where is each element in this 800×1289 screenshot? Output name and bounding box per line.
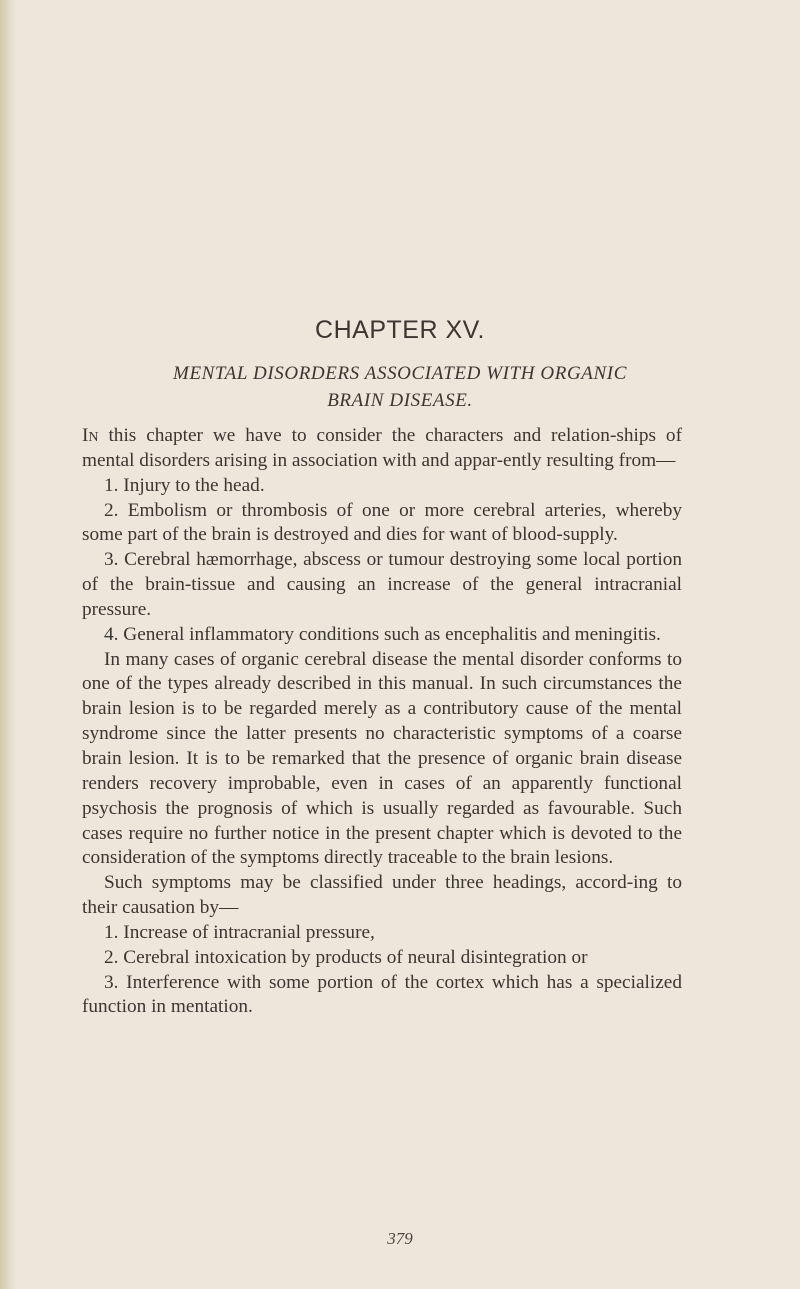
list-item: 3. Cerebral hæmorrhage, abscess or tumour destroying some local portion of the brain-tissue and causing an increase of the general intracranial pressure. [82, 549, 682, 620]
page-spine-shadow [0, 0, 16, 1289]
list-item: 3. Interference with some portion of the cortex which has a specialized function in mentation. [82, 971, 682, 1018]
chapter-title: CHAPTER XV. [315, 316, 485, 344]
list-item: 2. Cerebral intoxication by products of neural disintegration or [104, 946, 588, 968]
body-text [82, 424, 682, 1020]
list-item: 1. Injury to the head. [104, 474, 265, 496]
subtitle-line-2: BRAIN DISEASE. [327, 390, 473, 411]
list-item: 1. Increase of intracranial pressure, [104, 921, 375, 943]
intro-paragraph [82, 424, 682, 474]
list-item: 2. Embolism or thrombosis of one or more cerebral arteries, whereby some part of the brain is destroyed and dies for want of blood-supply. [82, 499, 682, 546]
list-item: 4. General inflammatory conditions such as encephalitis and meningitis. [104, 623, 661, 645]
page-number: 379 [387, 1229, 413, 1248]
intro-drop-word: In [82, 425, 99, 446]
intro-text: this chapter we have to consider the characters and relation-ships of mental disorders arising in association with and appar-ently resulting from— [82, 425, 682, 471]
subtitle-line-1: MENTAL DISORDERS ASSOCIATED WITH ORGANIC [173, 363, 627, 384]
chapter-subtitle [0, 360, 800, 414]
paragraph-organic-disease: In many cases of organic cerebral disease the mental disorder conforms to one of the types already described in this manual. In such circumstances the brain lesion is to be regarded merely as a contributory cause of the mental syndrome since the latter presents no characteristic symptoms of a coarse brain lesion. It is to be remarked that the presence of organic brain disease renders recovery improbable, even in cases of an apparently functional psychosis the prognosis of which is usually regarded as favourable. Such cases require no further notice in the present chapter which is devoted to the consideration of the symptoms directly traceable to the brain lesions. [82, 648, 682, 869]
paragraph-classification: Such symptoms may be classified under three headings, accord-ing to their causation by— [82, 872, 682, 919]
